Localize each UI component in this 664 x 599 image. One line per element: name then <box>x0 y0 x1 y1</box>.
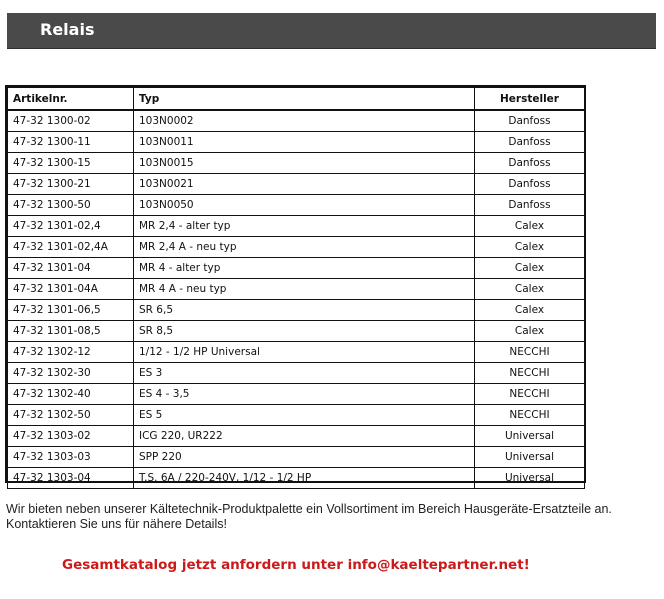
cell-artikelnr: 47-32 1300-11 <box>8 132 134 153</box>
table-row <box>8 237 585 258</box>
table-row <box>8 321 585 342</box>
cell-hersteller: Calex <box>475 216 585 237</box>
cell-typ: ES 3 <box>134 363 475 384</box>
cell-typ: 1/12 - 1/2 HP Universal <box>134 342 475 363</box>
table-row <box>8 384 585 405</box>
table-row <box>8 447 585 468</box>
cell-artikelnr: 47-32 1300-02 <box>8 110 134 132</box>
table-row <box>8 258 585 279</box>
cell-typ: 103N0011 <box>134 132 475 153</box>
table-row <box>8 110 585 132</box>
cell-hersteller: Danfoss <box>475 174 585 195</box>
table-row <box>8 279 585 300</box>
cell-hersteller: Universal <box>475 447 585 468</box>
table-body <box>8 110 585 489</box>
cell-hersteller: Danfoss <box>475 110 585 132</box>
table-row <box>8 195 585 216</box>
relais-table-container <box>5 85 586 483</box>
cell-hersteller: NECCHI <box>475 405 585 426</box>
cell-typ: 103N0015 <box>134 153 475 174</box>
cell-typ: ES 5 <box>134 405 475 426</box>
cell-typ: MR 4 - alter typ <box>134 258 475 279</box>
cell-artikelnr: 47-32 1303-02 <box>8 426 134 447</box>
table-row <box>8 426 585 447</box>
cell-artikelnr: 47-32 1302-40 <box>8 384 134 405</box>
cell-hersteller: Calex <box>475 279 585 300</box>
cell-artikelnr: 47-32 1302-12 <box>8 342 134 363</box>
cell-typ: MR 2,4 - alter typ <box>134 216 475 237</box>
column-header-typ: Typ <box>134 88 475 111</box>
cell-artikelnr: 47-32 1301-04 <box>8 258 134 279</box>
column-header-artikelnr: Artikelnr. <box>8 88 134 111</box>
cell-artikelnr: 47-32 1300-21 <box>8 174 134 195</box>
cell-hersteller: Calex <box>475 258 585 279</box>
cell-typ: 103N0021 <box>134 174 475 195</box>
cell-hersteller: NECCHI <box>475 384 585 405</box>
table-header-row <box>8 88 585 111</box>
cell-typ: SPP 220 <box>134 447 475 468</box>
section-title: Relais <box>40 20 95 39</box>
cell-hersteller: Universal <box>475 426 585 447</box>
cell-hersteller: NECCHI <box>475 342 585 363</box>
section-header-bar <box>7 13 656 49</box>
cell-artikelnr: 47-32 1303-04 <box>8 468 134 489</box>
table-row <box>8 468 585 489</box>
cell-hersteller: NECCHI <box>475 363 585 384</box>
cell-artikelnr: 47-32 1302-50 <box>8 405 134 426</box>
cell-artikelnr: 47-32 1303-03 <box>8 447 134 468</box>
cell-typ: 103N0050 <box>134 195 475 216</box>
cell-hersteller: Calex <box>475 237 585 258</box>
cell-artikelnr: 47-32 1301-04A <box>8 279 134 300</box>
table-row <box>8 405 585 426</box>
cell-artikelnr: 47-32 1300-50 <box>8 195 134 216</box>
cell-hersteller: Danfoss <box>475 132 585 153</box>
cell-hersteller: Danfoss <box>475 153 585 174</box>
cell-hersteller: Danfoss <box>475 195 585 216</box>
cell-typ: MR 4 A - neu typ <box>134 279 475 300</box>
catalog-request-callout: Gesamtkatalog jetzt anfordern unter info@kaeltepartner.net! <box>62 557 530 573</box>
cell-artikelnr: 47-32 1301-06,5 <box>8 300 134 321</box>
cell-artikelnr: 47-32 1301-02,4 <box>8 216 134 237</box>
cell-typ: SR 6,5 <box>134 300 475 321</box>
info-note-line-1: Wir bieten neben unserer Kältetechnik-Produktpalette ein Vollsortiment im Bereich Hausgeräte-Ersatzteile an. <box>6 502 612 516</box>
table-row <box>8 216 585 237</box>
cell-artikelnr: 47-32 1302-30 <box>8 363 134 384</box>
column-header-hersteller: Hersteller <box>475 88 585 111</box>
cell-artikelnr: 47-32 1300-15 <box>8 153 134 174</box>
cell-artikelnr: 47-32 1301-02,4A <box>8 237 134 258</box>
cell-typ: T.S. 6A / 220-240V, 1/12 - 1/2 HP <box>134 468 475 489</box>
cell-artikelnr: 47-32 1301-08,5 <box>8 321 134 342</box>
table-row <box>8 342 585 363</box>
cell-typ: SR 8,5 <box>134 321 475 342</box>
info-note-line-2: Kontaktieren Sie uns für nähere Details! <box>6 517 227 531</box>
table-row <box>8 132 585 153</box>
table-row <box>8 174 585 195</box>
cell-typ: ICG 220, UR222 <box>134 426 475 447</box>
cell-typ: MR 2,4 A - neu typ <box>134 237 475 258</box>
info-note <box>6 502 656 532</box>
cell-hersteller: Universal <box>475 468 585 489</box>
table-row <box>8 300 585 321</box>
cell-hersteller: Calex <box>475 321 585 342</box>
cell-typ: ES 4 - 3,5 <box>134 384 475 405</box>
table-row <box>8 363 585 384</box>
cell-hersteller: Calex <box>475 300 585 321</box>
table-row <box>8 153 585 174</box>
cell-typ: 103N0002 <box>134 110 475 132</box>
relais-table <box>7 87 585 489</box>
